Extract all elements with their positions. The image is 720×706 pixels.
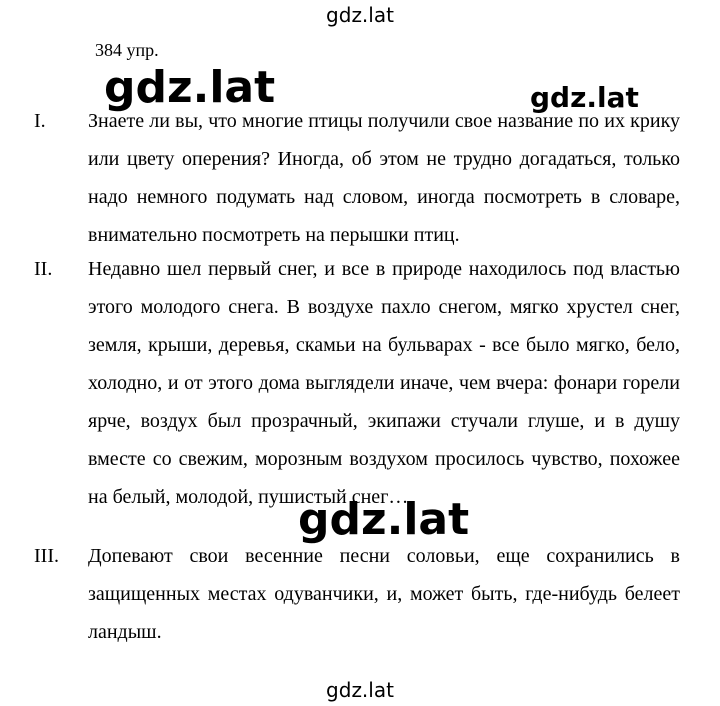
section-paragraph: Знаете ли вы, что многие птицы получили свое название по их крику или цвету оперения? Иногда, об этом не трудно догадаться, только надо немного подумать над словом, иногда посмотреть в словаре, внимательно посмотреть на перышки птиц. (88, 110, 680, 246)
section-numeral: II. (34, 258, 53, 280)
watermark-top: gdz.lat (326, 3, 394, 27)
section-paragraph: Допевают свои весенние песни соловьи, еще сохранились в защищенных местах одуванчики, и, может быть, где-нибудь белеет ландыш. (88, 545, 680, 643)
watermark-large-center: gdz.lat (298, 494, 470, 545)
section-numeral: I. (34, 110, 46, 132)
section-numeral: III. (34, 545, 59, 567)
section-paragraph: Недавно шел первый снег, и все в природе находилось под властью этого молодого снега. В воздухе пахло снегом, мягко хрустел снег, земля, крыши, деревья, скамьи на бульварах - все было мягко, бело, холодно, и от этого дома выглядели иначе, чем вчера: фонари горели ярче, воздух был прозрачный, экипажи стучали глуше, и в душу вместе со свежим, морозным воздухом просилось чувство, похожее на белый, молодой, пушистый снег… (88, 258, 680, 508)
watermark-bottom: gdz.lat (326, 678, 394, 702)
watermark-large-left: gdz.lat (104, 62, 276, 113)
watermark-large-right: gdz.lat (530, 81, 639, 114)
exercise-label: 384 упр. (95, 40, 159, 60)
